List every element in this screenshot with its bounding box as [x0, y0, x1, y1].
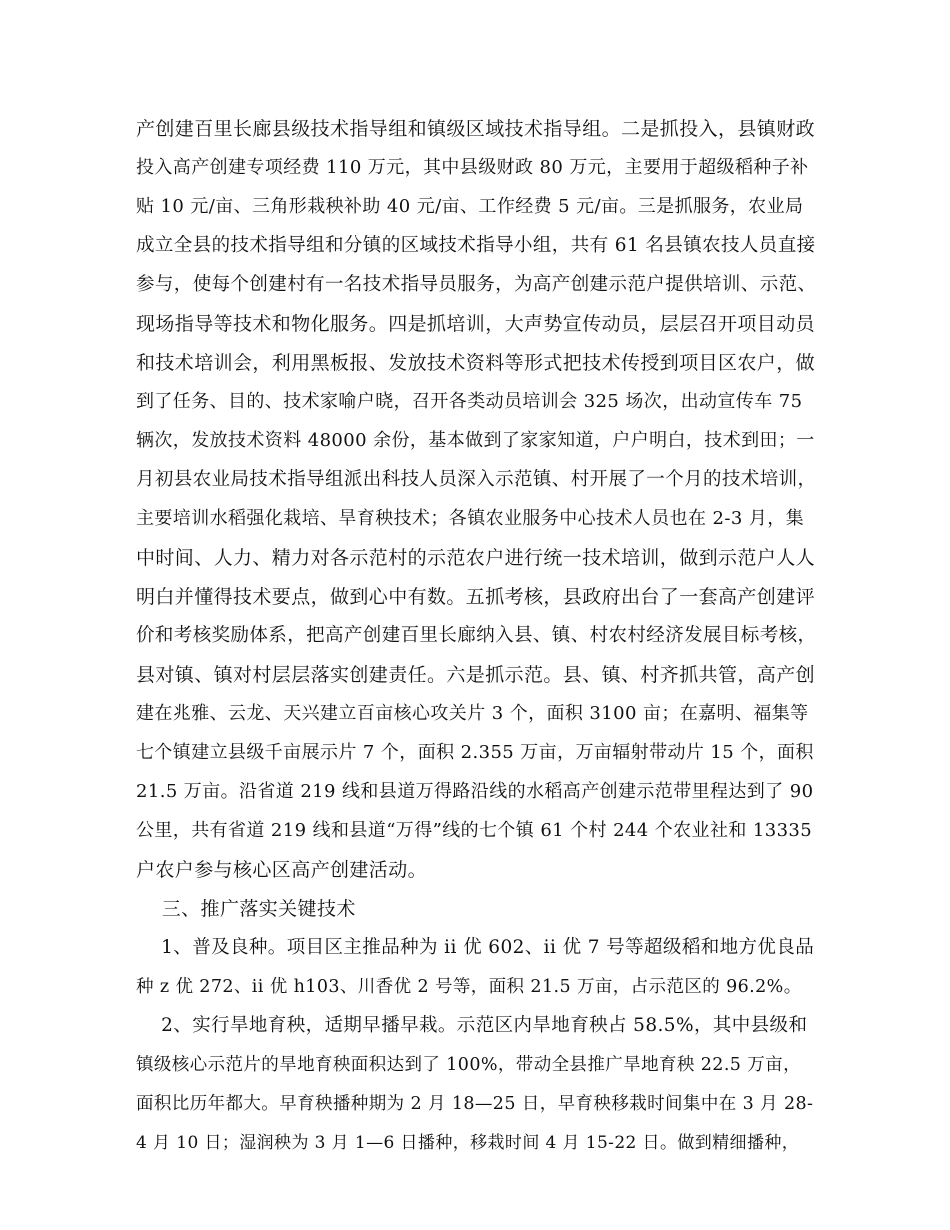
paragraph-line: 县对镇、镇对村层层落实创建责任。六是抓示范。县、镇、村齐抓共管，高产创 [136, 664, 816, 686]
paragraph-line: 1、普及良种。项目区主推品种为 ii 优 602、ii 优 7 号等超级稻和地方优良品 [136, 937, 815, 958]
paragraph-line: 主要培训水稻强化栽培、旱育秧技术；各镇农业服务中心技术人员也在 2-3 月，集 [136, 508, 805, 529]
paragraph-line: 贴 10 元/亩、三角形栽秧补助 40 元/亩、工作经费 5 元/亩。三是抓服务，农业局 [136, 196, 804, 217]
paragraph-line: 现场指导等技术和物化服务。四是抓培训，大声势宣传动员，层层召开项目动员 [136, 313, 816, 335]
paragraph-line: 2、实行旱地育秧，适期早播早栽。示范区内旱地育秧占 58.5%，其中县级和 [136, 1015, 808, 1036]
paragraph-line: 投入高产创建专项经费 110 万元，其中县级财政 80 万元，主要用于超级稻种子补 [136, 157, 809, 178]
paragraph-line: 月初县农业局技术指导组派出科技人员深入示范镇、村开展了一个月的技术培训， [136, 469, 817, 490]
paragraph-line: 和技术培训会，利用黑板报、发放技术资料等形式把技术传授到项目区农户，做 [136, 352, 816, 374]
section-heading: 三、推广落实关键技术 [136, 898, 356, 920]
paragraph-line: 参与，使每个创建村有一名技术指导员服务，为高产创建示范户提供培训、示范、 [136, 274, 817, 295]
paragraph-line: 户农户参与核心区高产创建活动。 [136, 859, 428, 881]
paragraph-line: 成立全县的技术指导组和分镇的区域技术指导小组，共有 61 名县镇农技人员直接 [136, 235, 816, 256]
paragraph-line: 建在兆雅、云龙、天兴建立百亩核心攻关片 3 个，面积 3100 亩；在嘉明、福集等 [136, 703, 809, 724]
paragraph-line: 镇级核心示范片的旱地育秧面积达到了 100%，带动全县推广旱地育秧 22.5 万亩， [136, 1055, 801, 1075]
paragraph-line: 到了任务、目的、技术家喻户晓，召开各类动员培训会 325 场次，出动宣传车 75 [136, 391, 803, 412]
paragraph-line: 种 z 优 272、ii 优 h103、川香优 2 号等，面积 21.5 万亩，占示范区的 96.2%。 [136, 977, 802, 997]
paragraph-line: 辆次，发放技术资料 48000 余份，基本做到了家家知道，户户明白，技术到田；一 [136, 430, 815, 451]
paragraph-line: 中时间、人力、精力对各示范村的示范农户进行统一技术培训，做到示范户人人 [136, 547, 816, 569]
paragraph-line: 七个镇建立县级千亩展示片 7 个，面积 2.355 万亩，万亩辐射带动片 15 个，面积 [136, 742, 814, 763]
paragraph-line: 面积比历年都大。早育秧播种期为 2 月 18—25 日，早育秧移栽时间集中在 3 月 28- [136, 1094, 814, 1114]
paragraph-line: 产创建百里长廊县级技术指导组和镇级区域技术指导组。二是抓投入，县镇财政 [136, 118, 816, 140]
paragraph-line: 公里，共有省道 219 线和县道“万得”线的七个镇 61 个村 244 个农业社和 13335 [136, 820, 813, 841]
paragraph-line: 4 月 10 日；湿润秧为 3 月 1—6 日播种，移栽时间 4 月 15-22 日。做到精细播种， [136, 1133, 800, 1153]
paragraph-line: 21.5 万亩。沿省道 219 线和县道万得路沿线的水稻高产创建示范带里程达到了 90 [136, 781, 814, 802]
paragraph-line: 价和考核奖励体系，把高产创建百里长廊纳入县、镇、村农村经济发展目标考核， [136, 625, 817, 646]
paragraph-line: 明白并懂得技术要点，做到心中有数。五抓考核，县政府出台了一套高产创建评 [136, 586, 816, 608]
